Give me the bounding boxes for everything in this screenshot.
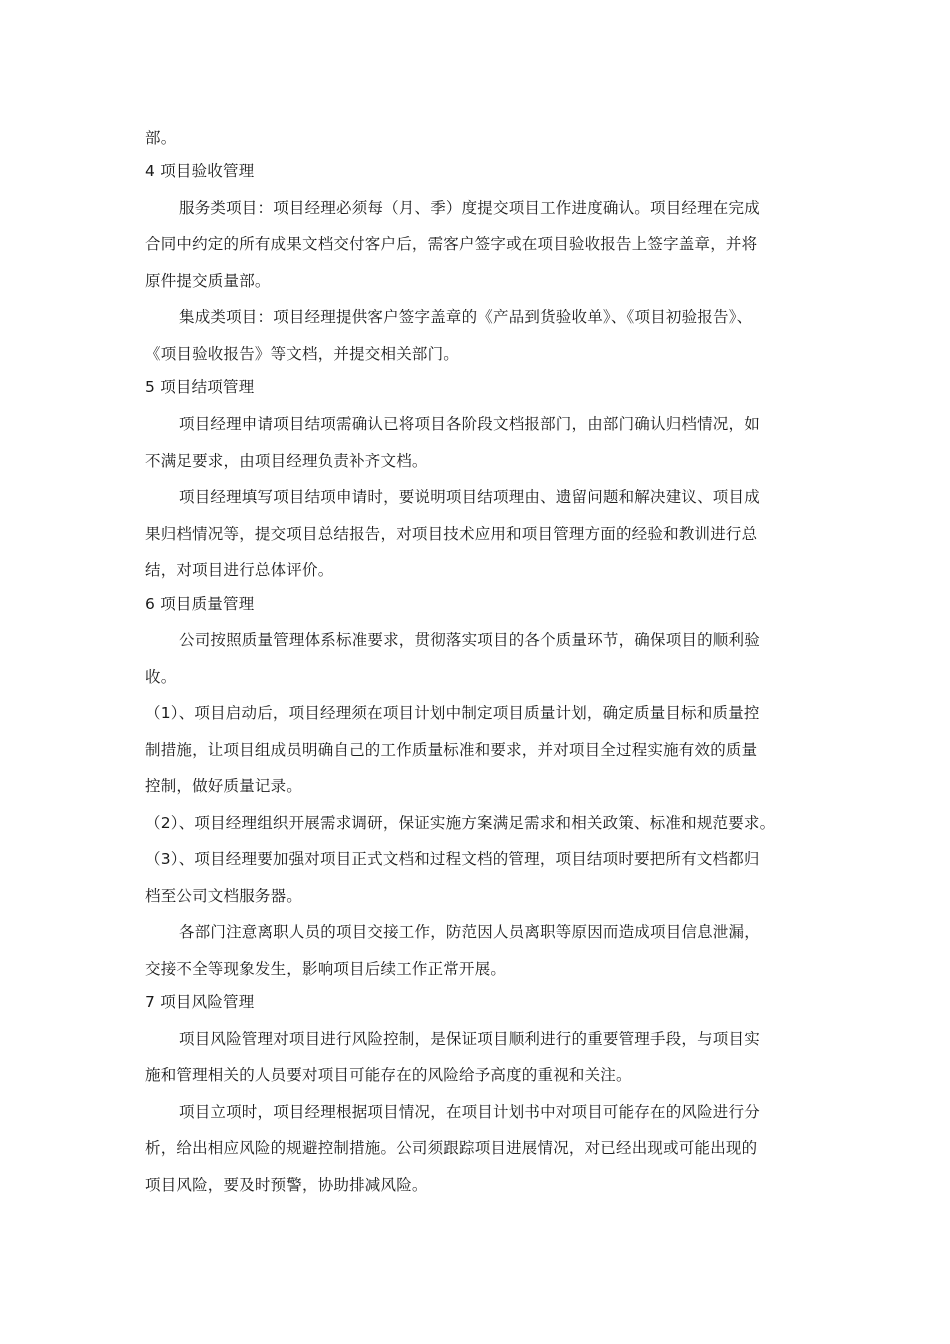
paragraph-line: 项目经理申请项目结项需确认已将项目各阶段文档报部门，由部门确认归档情况，如 bbox=[179, 415, 760, 433]
paragraph-line: 交接不全等现象发生，影响项目后续工作正常开展。 bbox=[145, 960, 507, 978]
paragraph-line: 项目风险管理对项目进行风险控制，是保证项目顺利进行的重要管理手段，与项目实 bbox=[179, 1030, 760, 1048]
section-heading-closure: 5 项目结项管理 bbox=[145, 378, 255, 396]
list-item-line: 档至公司文档服务器。 bbox=[145, 887, 303, 905]
paragraph-line: 公司按照质量管理体系标准要求，贯彻落实项目的各个质量环节，确保项目的顺利验 bbox=[179, 631, 760, 649]
paragraph-line: 结，对项目进行总体评价。 bbox=[145, 561, 334, 579]
list-item-line: （1）、项目启动后，项目经理须在项目计划中制定项目质量计划，确定质量目标和质量控 bbox=[145, 704, 760, 722]
list-item-line: （2）、项目经理组织开展需求调研，保证实施方案满足需求和相关政策、标准和规范要求。 bbox=[145, 814, 776, 832]
paragraph-line: 项目经理填写项目结项申请时，要说明项目结项理由、遗留问题和解决建议、项目成 bbox=[179, 488, 760, 506]
section-heading-quality: 6 项目质量管理 bbox=[145, 595, 255, 613]
section-heading-risk: 7 项目风险管理 bbox=[145, 993, 255, 1011]
paragraph-line: 《项目验收报告》等文档，并提交相关部门。 bbox=[145, 345, 460, 363]
paragraph-line: 不满足要求，由项目经理负责补齐文档。 bbox=[145, 452, 428, 470]
paragraph-line: 施和管理相关的人员要对项目可能存在的风险给予高度的重视和关注。 bbox=[145, 1066, 632, 1084]
paragraph-line: 服务类项目：项目经理必须每（月、季）度提交项目工作进度确认。项目经理在完成 bbox=[179, 199, 760, 217]
paragraph-line: 合同中约定的所有成果文档交付客户后，需客户签字或在项目验收报告上签字盖章，并将 bbox=[145, 235, 758, 253]
paragraph-line: 项目风险，要及时预警，协助排减风险。 bbox=[145, 1176, 428, 1194]
paragraph-line: 析，给出相应风险的规避控制措施。公司须跟踪项目进展情况，对已经出现或可能出现的 bbox=[145, 1139, 758, 1157]
paragraph-line: 集成类项目：项目经理提供客户签字盖章的《产品到货验收单》、《项目初验报告》、 bbox=[179, 308, 753, 326]
paragraph-line: 果归档情况等，提交项目总结报告，对项目技术应用和项目管理方面的经验和教训进行总 bbox=[145, 525, 758, 543]
paragraph-line: 各部门注意离职人员的项目交接工作，防范因人员离职等原因而造成项目信息泄漏， bbox=[179, 923, 760, 941]
section-heading-acceptance: 4 项目验收管理 bbox=[145, 162, 255, 180]
paragraph-line: 收。 bbox=[145, 668, 177, 686]
paragraph-line: 项目立项时，项目经理根据项目情况，在项目计划书中对项目可能存在的风险进行分 bbox=[179, 1103, 760, 1121]
paragraph-line: 原件提交质量部。 bbox=[145, 272, 271, 290]
list-item-line: 控制，做好质量记录。 bbox=[145, 777, 303, 795]
text-line-continuation: 部。 bbox=[145, 129, 177, 147]
list-item-line: 制措施，让项目组成员明确自己的工作质量标准和要求，并对项目全过程实施有效的质量 bbox=[145, 741, 758, 759]
list-item-line: （3）、项目经理要加强对项目正式文档和过程文档的管理，项目结项时要把所有文档都归 bbox=[145, 850, 760, 868]
